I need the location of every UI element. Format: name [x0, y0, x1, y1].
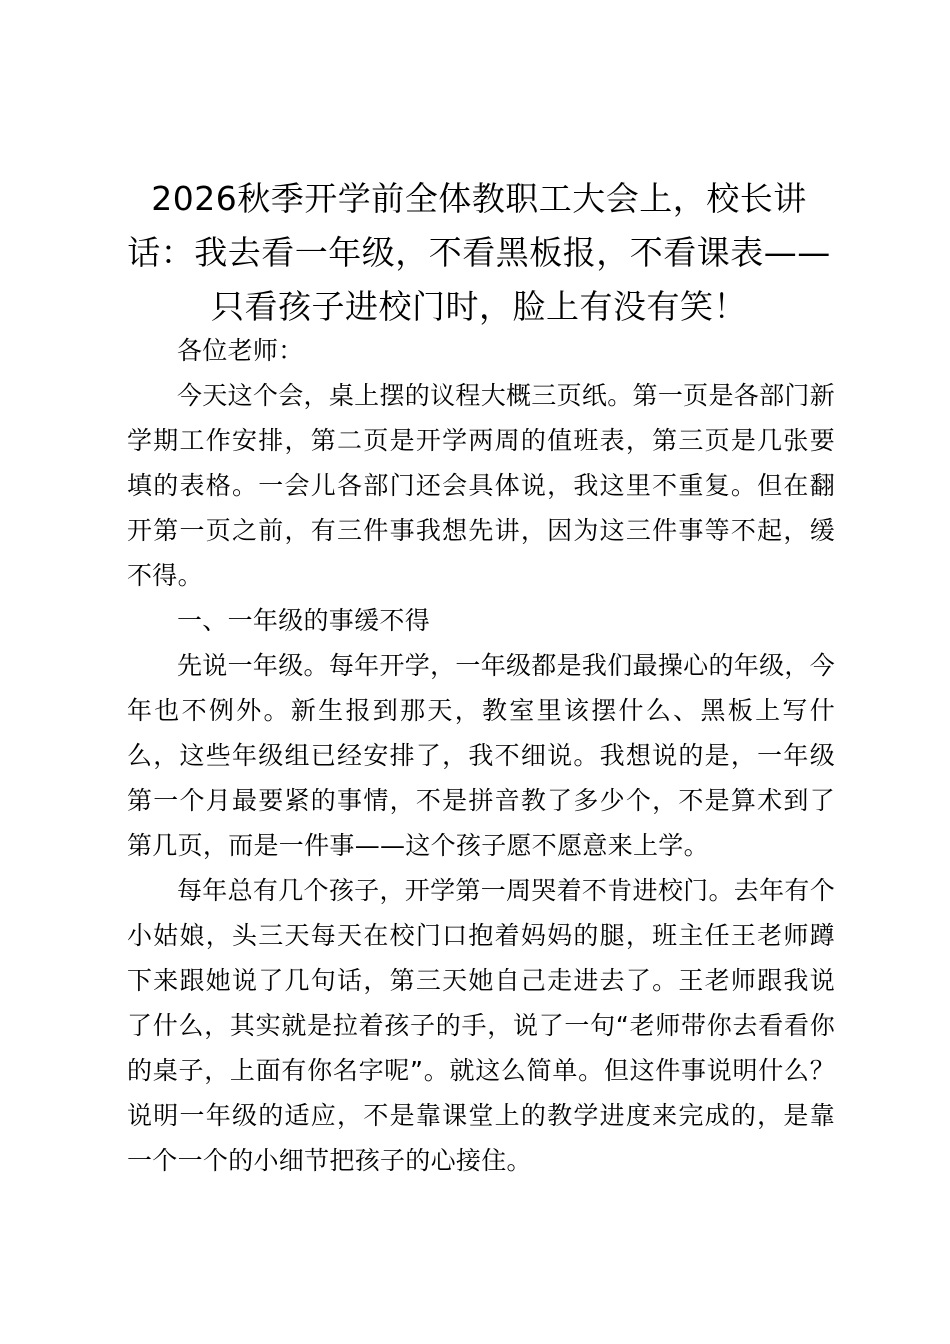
paragraph-story: 每年总有几个孩子，开学第一周哭着不肯进校门。去年有个小姑娘，头三天每天在校门口抱着妈妈的腿，班主任王老师蹲下来跟她说了几句话，第三天她自己走进去了。王老师跟我说了什么，其实就是拉着孩子的手，说了一句“老师带你去看看你的桌子，上面有你名字呢”。就这么简单。但这件事说明什么？说明一年级的适应，不是靠课堂上的教学进度来完成的，是靠一个一个的小细节把孩子的心接住。	[127, 876, 835, 1175]
paragraph-first-grade: 先说一年级。每年开学，一年级都是我们最操心的年级，今年也不例外。新生报到那天，教室里该摆什么、黑板上写什么，这些年级组已经安排了，我不细说。我想说的是，一年级第一个月最要紧的事情，不是拼音教了多少个，不是算术到了第几页，而是一件事——这个孩子愿不愿意来上学。	[127, 651, 835, 860]
greeting: 各位老师：	[177, 336, 304, 365]
section-heading: 一、一年级的事缓不得	[177, 606, 431, 635]
document-title: 2026秋季开学前全体教职工大会上，校长讲话：我去看一年级，不看黑板报，不看课表——只看孩子进校门时，脸上有没有笑！	[127, 179, 831, 326]
paragraph-intro: 今天这个会，桌上摆的议程大概三页纸。第一页是各部门新学期工作安排，第二页是开学两周的值班表，第三页是几张要填的表格。一会儿各部门还会具体说，我这里不重复。但在翻开第一页之前，有三件事我想先讲，因为这三件事等不起，缓不得。	[127, 381, 835, 590]
document-body	[127, 328, 835, 1183]
